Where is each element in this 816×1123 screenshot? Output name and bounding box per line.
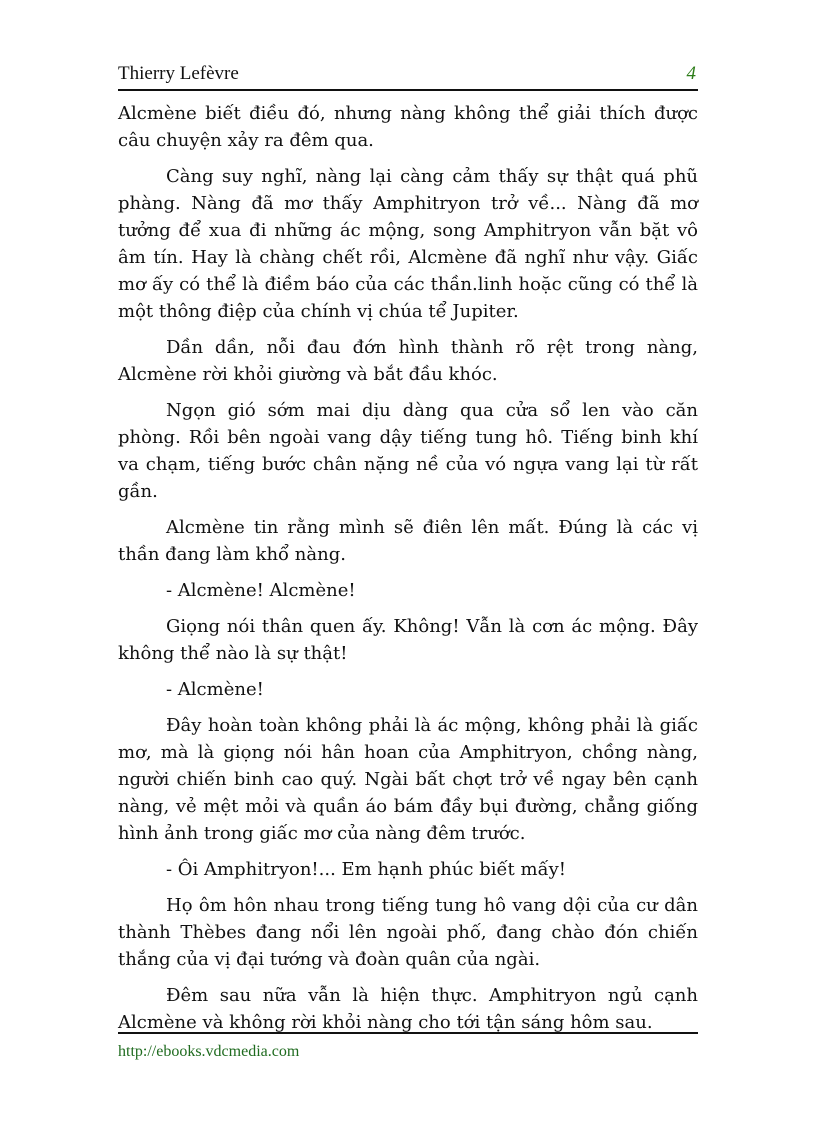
footer-divider (118, 1032, 698, 1034)
dialogue-line-1: - Alcmène! Alcmène! (166, 580, 356, 601)
paragraph-4: Ngọn gió sớm mai dịu dàng qua cửa sổ len vào căn phòng. Rồi bên ngoài vang dậy tiếng tung hô. Tiếng binh khí va chạm, tiếng bước chân nặng nề của vó ngựa vang lại từ rất gần. (118, 400, 698, 502)
page-number: 4 (686, 63, 696, 84)
paragraph-5: Alcmène tin rằng mình sẽ điên lên mất. Đúng là các vị thần đang làm khổ nàng. (118, 517, 698, 565)
paragraph-9: Đêm sau nữa vẫn là hiện thực. Amphitryon ngủ cạnh Alcmène và không rời khỏi nàng cho tới tận sáng hôm sau. (118, 985, 698, 1033)
header-author: Thierry Lefèvre (118, 63, 239, 84)
paragraph-1: Alcmène biết điều đó, nhưng nàng không thể giải thích được câu chuyện xảy ra đêm qua. (118, 103, 698, 151)
dialogue-line-2: - Alcmène! (166, 679, 264, 700)
paragraph-6: Giọng nói thân quen ấy. Không! Vẫn là cơn ác mộng. Đây không thể nào là sự thật! (118, 616, 698, 664)
paragraph-3: Dần dần, nỗi đau đớn hình thành rõ rệt trong nàng, Alcmène rời khỏi giường và bắt đầu khóc. (118, 337, 698, 385)
paragraph-7: Đây hoàn toàn không phải là ác mộng, không phải là giấc mơ, mà là giọng nói hân hoan của Amphitryon, chồng nàng, người chiến binh cao quý. Ngài bất chợt trở về ngay bên cạnh nàng, vẻ mệt mỏi và quần áo bám đầy bụi đường, chẳng giống hình ảnh trong giấc mơ của nàng đêm trước. (118, 715, 698, 844)
paragraph-8: Họ ôm hôn nhau trong tiếng tung hô vang dội của cư dân thành Thèbes đang nổi lên ngoài phố, đang chào đón chiến thắng của vị đại tướng và đoàn quân của ngài. (118, 895, 698, 970)
footer-link[interactable]: http://ebooks.vdcmedia.com (118, 1043, 300, 1060)
dialogue-line-3: - Ôi Amphitryon!... Em hạnh phúc biết mấy! (166, 859, 567, 880)
page-header (118, 63, 698, 91)
paragraph-2: Càng suy nghĩ, nàng lại càng cảm thấy sự thật quá phũ phàng. Nàng đã mơ thấy Amphitryon trở về... Nàng đã mơ tưởng để xua đi những ác mộng, song Amphitryon vẫn bặt vô âm tín. Hay là chàng chết rồi, Alcmène đã nghĩ như vậy. Giấc mơ ấy có thể là điềm báo của các thần.linh hoặc cũng có thể là một thông điệp của chính vị chúa tể Jupiter. (118, 166, 698, 322)
page-body (118, 100, 698, 1045)
